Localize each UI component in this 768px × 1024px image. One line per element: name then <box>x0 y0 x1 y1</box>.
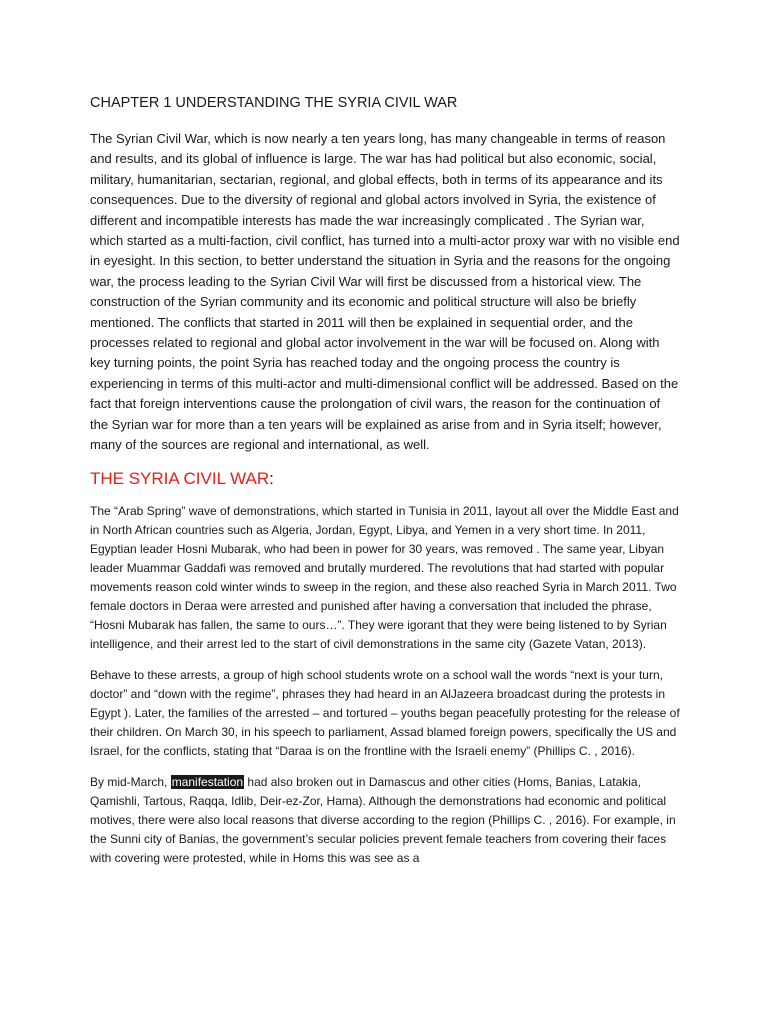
highlighted-word[interactable]: manifestation <box>171 774 244 789</box>
section-heading-text: THE SYRIA CIVIL WAR <box>90 468 270 488</box>
body-paragraph-arab-spring: The “Arab Spring” wave of demonstrations, which started in Tunisia in 2011, layout all over the Middle East and in North African countries such as Algeria, Jordan, Egypt, Libya, and Yemen in a very short time. In 2011, Egyptian leader Hosni Mubarak, who had been in power for 30 years, was removed . The same year, Libyan leader Muammar Gaddafi was removed and brutally murdered. The revolutions that had started with popular movements reason cold winter winds to sweep in the region, and these also reached Syria in March 2011. Two female doctors in Deraa were arrested and punished after having a conversation that included the phrase, “Hosni Mubarak has fallen, the same to ours…”. They were igorant that they were being listened to by Syrian intelligence, and their arrest led to the start of civil demonstrations in the same city (Gazete Vatan, 2013). <box>90 503 679 651</box>
body-paragraph-mid-march <box>90 773 680 868</box>
mid-march-text-after: had also broken out in Damascus and other cities (Homs, Banias, Latakia, Qamishli, Tartous, Raqqa, Idlib, Deir-ez-Zor, Hama). Although the demonstrations had economic and political motives, there were also local reasons that diverse according to the region (Phillips C. , 2016). For example, in the Sunni city of Banias, the government’s secular policies prevent female teachers from covering their faces with covering were protested, while in Homs this was see as a <box>90 774 676 865</box>
chapter-title: CHAPTER 1 UNDERSTANDING THE SYRIA CIVIL WAR <box>90 95 458 111</box>
mid-march-text-before: By mid-March, <box>90 774 171 789</box>
section-heading-colon: : <box>269 468 274 488</box>
section-heading <box>90 468 680 490</box>
page-content <box>90 92 680 880</box>
body-paragraph-arrests: Behave to these arrests, a group of high school students wrote on a school wall the words “next is your turn, doctor” and “down with the regime”, phrases they had heard in an AlJazeera broadcast during the protests in Egypt ). Later, the families of the arrested – and tortured – youths began peacefully protesting for the release of their children. On March 30, in his speech to parliament, Assad blamed foreign powers, specifically the US and Israel, for the conflicts, stating that “Daraa is on the frontline with the Israeli enemy” (Phillips C. , 2016). <box>90 667 680 758</box>
intro-paragraph: The Syrian Civil War, which is now nearly a ten years long, has many changeable in terms of reason and results, and its global of influence is large. The war has had political but also economic, social, military, humanitarian, sectarian, regional, and global effects, both in terms of its appearance and its consequences. Due to the diversity of regional and global actors involved in Syria, the existence of different and incompatible interests has made the war increasingly complicated . The Syrian war, which started as a multi-faction, civil conflict, has turned into a multi-actor proxy war with no visible end in eyesight. In this section, to better understand the situation in Syria and the reasons for the ongoing war, the process leading to the Syrian Civil War will first be discussed from a historical view. The construction of the Syrian community and its economic and political structure will also be briefly mentioned. The conflicts that started in 2011 will then be explained in sequential order, and the processes related to regional and global actor involvement in the war will be focused on. Along with key turning points, the point Syria has reached today and the ongoing process the country is experiencing in terms of this multi-actor and multi-dimensional conflict will be addressed. Based on the fact that foreign interventions cause the prolongation of civil wars, the reason for the continuation of the Syrian war for more than a ten years will be explained as arise from and in Syria itself; however, many of the sources are regional and international, as well. <box>90 131 680 453</box>
